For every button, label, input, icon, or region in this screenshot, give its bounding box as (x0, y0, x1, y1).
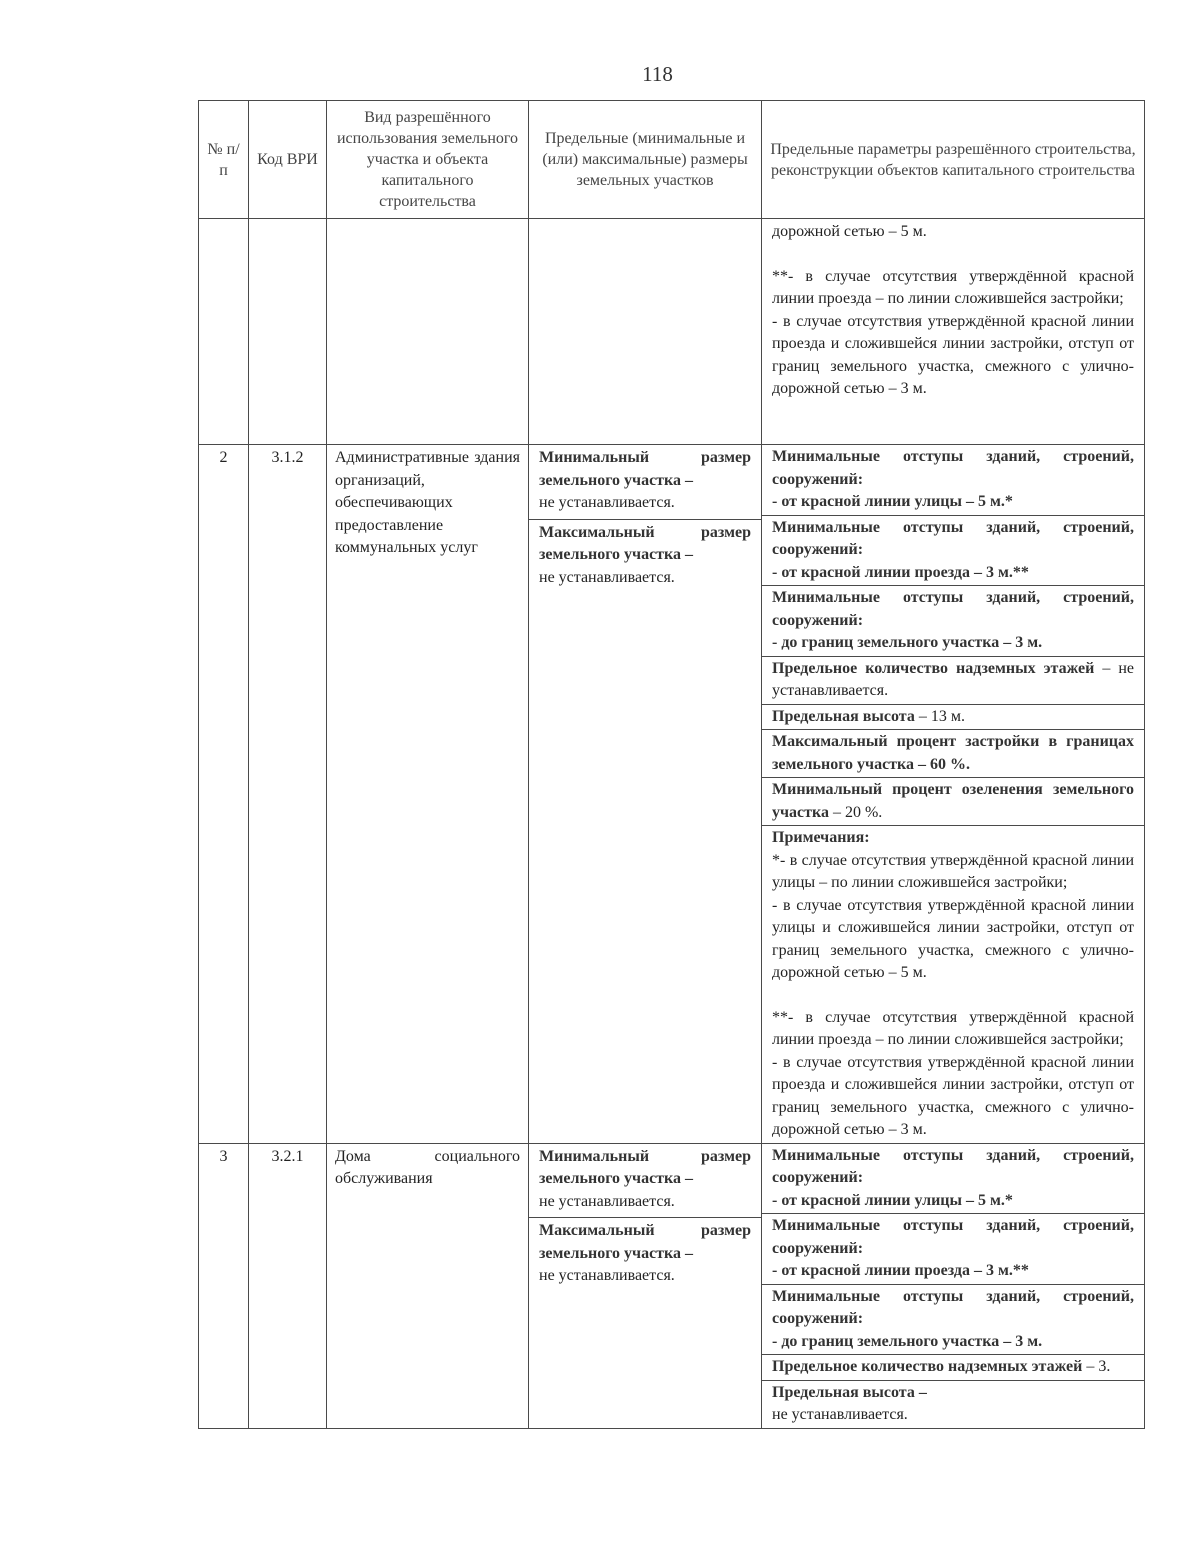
param-title: Максимальный процент застройки в границах земельного участка (772, 733, 1134, 773)
param-value: – не устанавливается. (772, 659, 1134, 699)
row-plot-sizes (529, 1143, 762, 1428)
cell-empty (327, 219, 529, 445)
param-title: Предельное количество надземных этажей (772, 1358, 1083, 1375)
max-size-block (529, 519, 761, 594)
header-code: Код ВРИ (249, 101, 327, 219)
param-title: Минимальные отступы зданий, строений, сооружений: (772, 1217, 1134, 1257)
param-title: Минимальные отступы зданий, строений, сооружений: (772, 589, 1134, 629)
regulations-table (198, 100, 1145, 1429)
param-title: Минимальные отступы зданий, строений, сооружений: (772, 448, 1134, 488)
param-value: – 13 м. (914, 707, 965, 725)
param-title: Минимальные отступы зданий, строений, сооружений: (772, 1287, 1134, 1327)
row-use-name: Административные здания организаций, обеспечивающих предоставление коммунальных услуг (327, 445, 529, 1144)
max-size-value: не устанавливается. (539, 568, 675, 586)
param-title: Минимальные отступы зданий, строений, сооружений: (772, 1146, 1134, 1186)
header-number: № п/п (199, 101, 249, 219)
max-size-block (529, 1217, 761, 1292)
param-block (762, 705, 1144, 731)
param-title: Минимальные отступы зданий, строений, сооружений: (772, 518, 1134, 558)
note-line: - в случае отсутствия утверждённой красной линии проезда и сложившейся линии застройки, отступ от границ земельного участка, смежного с улично-дорожной сетью – 3 м. (772, 1053, 1134, 1138)
param-title: Предельная высота (772, 707, 915, 725)
param-block (762, 1144, 1144, 1215)
continuation-notes (762, 219, 1145, 445)
param-value: - до границ земельного участка – 3 м. (772, 634, 1043, 651)
notes-block (762, 826, 1144, 1143)
row-code: 3.2.1 (249, 1143, 327, 1428)
param-value: - до границ земельного участка – 3 м. (772, 1332, 1043, 1350)
param-value: - от красной линии проезда – 3 м.** (772, 563, 1029, 581)
param-block (762, 586, 1144, 657)
page-number: 118 (642, 62, 673, 86)
row-plot-sizes (529, 445, 762, 1144)
table-row (199, 1143, 1145, 1428)
min-size-title: Минимальный размер земельного участка – (539, 1147, 751, 1187)
table-row (199, 445, 1145, 1144)
continuation-first-line: дорожной сетью – 5 м. (772, 223, 927, 240)
param-value: – 20 %. (828, 803, 883, 821)
cell-empty (529, 219, 762, 445)
param-value: не устанавливается. (772, 1406, 908, 1423)
param-value: – 60 %. (914, 755, 971, 773)
max-size-title: Максимальный размер земельного участка – (539, 523, 751, 563)
row-use-name: Дома социального обслуживания (327, 1143, 529, 1428)
param-block (762, 1214, 1144, 1285)
param-block (762, 1381, 1144, 1428)
header-use-type: Вид разрешённого использования земельного участка и объекта капитального строительства (327, 101, 529, 219)
param-block (762, 730, 1144, 778)
min-size-value: не устанавливается. (539, 494, 675, 511)
param-value: – 3. (1082, 1358, 1111, 1375)
notes-title: Примечания: (772, 829, 870, 846)
param-block (762, 445, 1144, 516)
param-title: Предельное количество надземных этажей (772, 659, 1095, 677)
param-block (762, 778, 1144, 826)
row-build-params (762, 1143, 1145, 1428)
note-line: **- в случае отсутствия утверждённой красной линии проезда – по линии сложившейся застройки; (772, 1008, 1134, 1048)
header-plot-sizes: Предельные (минимальные и (или) максимальные) размеры земельных участков (529, 101, 762, 219)
continuation-note-lead: **- в случае отсутствия утверждённой красной линии проезда – по линии сложившейся застройки; (772, 267, 1134, 307)
min-size-block (529, 445, 761, 519)
min-size-value: не устанавливается. (539, 1192, 675, 1210)
table-row-continuation (199, 219, 1145, 445)
header-build-params: Предельные параметры разрешённого строительства, реконструкции объектов капитального строительства (762, 101, 1145, 219)
row-build-params (762, 445, 1145, 1144)
cell-empty (199, 219, 249, 445)
min-size-block (529, 1144, 761, 1218)
param-block (762, 516, 1144, 587)
row-number: 3 (199, 1143, 249, 1428)
max-size-value: не устанавливается. (539, 1267, 675, 1284)
param-value: - от красной линии проезда – 3 м.** (772, 1262, 1029, 1279)
param-title: Предельная высота – (772, 1383, 927, 1401)
param-value: - от красной линии улицы – 5 м.* (772, 1191, 1013, 1209)
param-title: Минимальный процент озеленения земельного участка (772, 781, 1134, 821)
row-number: 2 (199, 445, 249, 1144)
param-block (762, 1285, 1144, 1356)
param-value: - от красной линии улицы – 5 м.* (772, 493, 1013, 510)
min-size-title: Минимальный размер земельного участка – (539, 449, 751, 489)
row-code: 3.1.2 (249, 445, 327, 1144)
note-line: - в случае отсутствия утверждённой красной линии улицы и сложившейся линии застройки, отступ от границ земельного участка, смежного с улично-дорожной сетью – 5 м. (772, 896, 1134, 981)
continuation-note-tail: - в случае отсутствия утверждённой красной линии проезда и сложившейся линии застройки, отступ от границ земельного участка, смежного с улично-дорожной сетью – 3 м. (772, 312, 1134, 397)
param-block (762, 1355, 1144, 1381)
param-block (762, 657, 1144, 705)
note-line: *- в случае отсутствия утверждённой красной линии улицы – по линии сложившейся застройки; (772, 851, 1134, 891)
table-header-row (199, 101, 1145, 219)
cell-empty (249, 219, 327, 445)
max-size-title: Максимальный размер земельного участка – (539, 1222, 751, 1262)
